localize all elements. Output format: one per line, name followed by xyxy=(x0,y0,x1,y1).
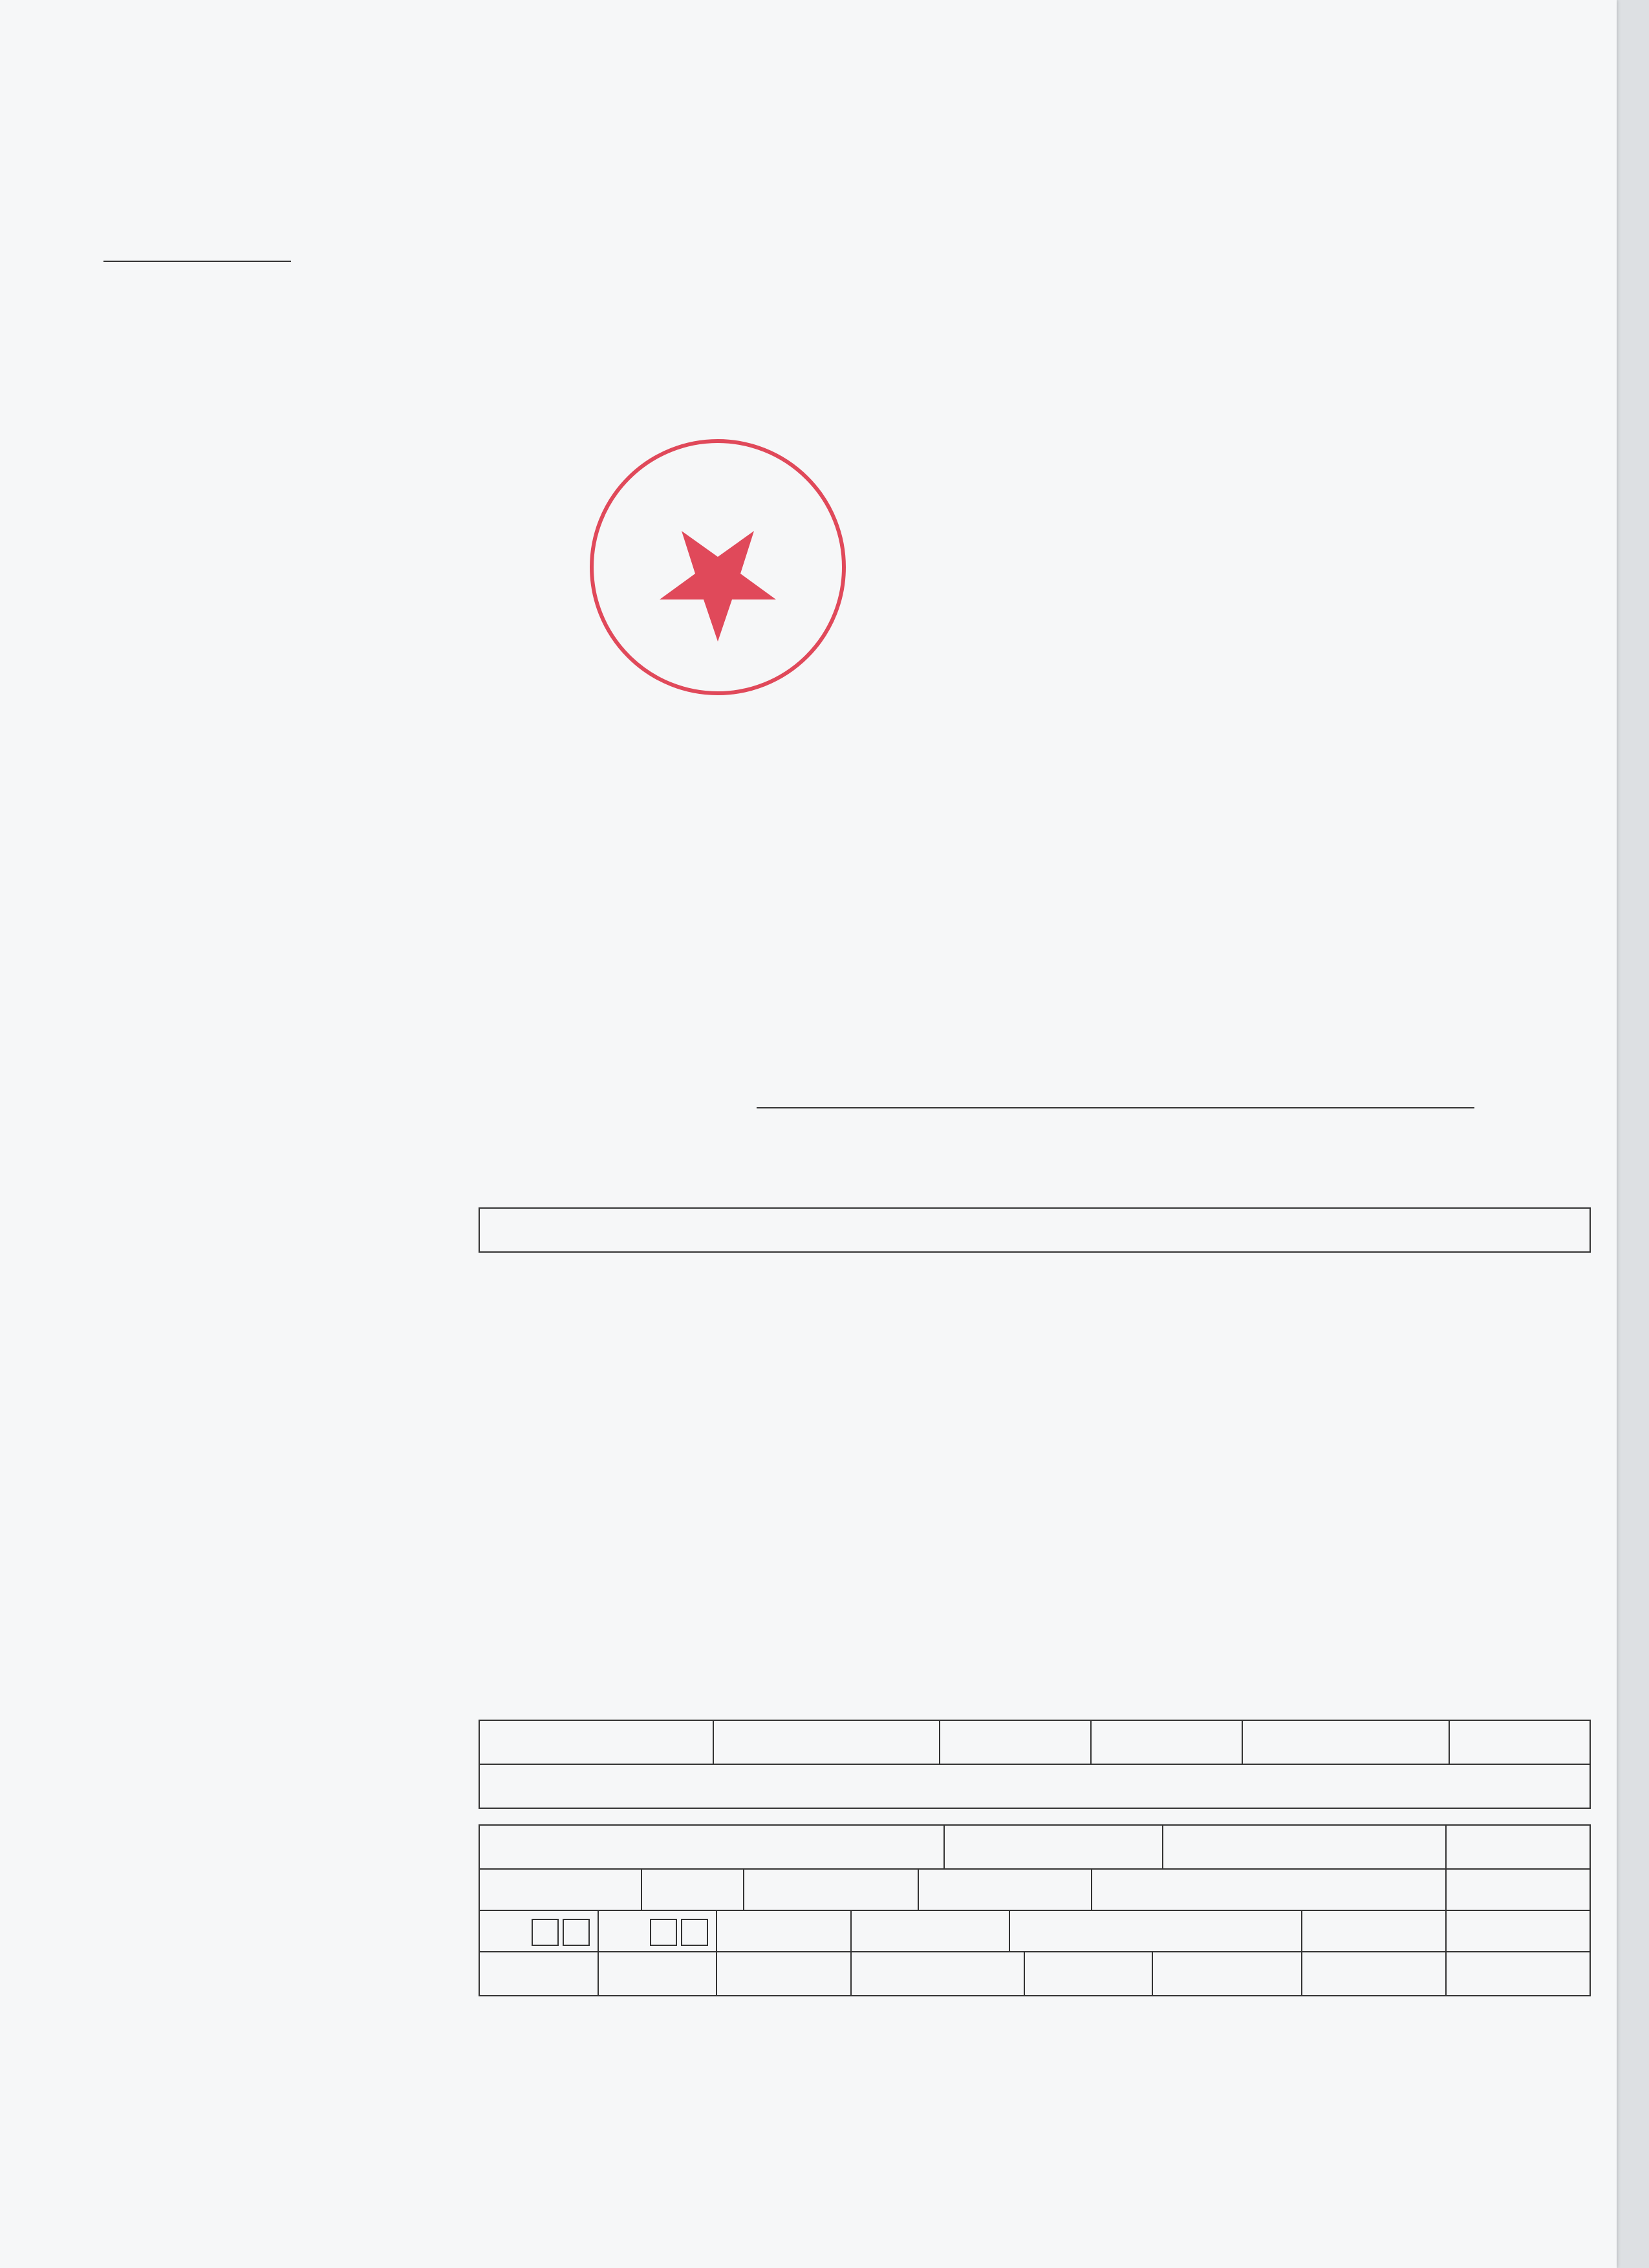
items-header-cell xyxy=(1449,1720,1591,1765)
vehicle-cell xyxy=(1162,1824,1447,1870)
vehicle-cell xyxy=(1091,1868,1447,1911)
items-header-cell xyxy=(939,1720,1092,1765)
vehicle-cell xyxy=(716,1910,852,1952)
old-parts-yes-checkbox[interactable] xyxy=(681,1919,708,1946)
vehicle-cell xyxy=(943,1824,1163,1870)
inspector-line xyxy=(757,1107,1474,1108)
vehicle-header-cell xyxy=(716,1951,852,1996)
wash-no-checkbox[interactable] xyxy=(532,1919,559,1946)
vehicle-cell xyxy=(743,1868,919,1911)
vehicle-cell xyxy=(918,1868,1092,1911)
vehicle-header-cell xyxy=(850,1951,1025,1996)
vehicle-header-cell xyxy=(1301,1951,1447,1996)
vehicle-cell xyxy=(641,1868,744,1911)
vehicle-header-cell xyxy=(1152,1951,1302,1996)
items-header-cell xyxy=(479,1720,714,1765)
vehicle-header-cell xyxy=(479,1951,599,1996)
items-title-cell xyxy=(479,1764,1591,1809)
vehicle-cell xyxy=(1445,1824,1591,1870)
vehicle-cell xyxy=(1445,1868,1591,1911)
vehicle-cell xyxy=(598,1910,717,1952)
items-header-cell xyxy=(1242,1720,1450,1765)
wash-yes-checkbox[interactable] xyxy=(563,1919,590,1946)
vehicle-cell xyxy=(479,1824,945,1870)
vehicle-cell xyxy=(850,1910,1010,1952)
seal-star-icon xyxy=(660,531,776,642)
vehicle-header-cell xyxy=(598,1951,717,1996)
vehicle-cell xyxy=(1301,1910,1447,1952)
items-header-cell xyxy=(713,1720,940,1765)
vehicle-cell xyxy=(479,1910,599,1952)
signature-line[interactable] xyxy=(103,261,291,262)
company-seal xyxy=(582,431,854,703)
vehicle-cell xyxy=(479,1868,642,1911)
vehicle-cell xyxy=(1009,1910,1302,1952)
vehicle-cell xyxy=(1445,1910,1591,1952)
subtotal-row xyxy=(479,1207,1591,1253)
vehicle-header-cell xyxy=(1024,1951,1153,1996)
vehicle-header-cell xyxy=(1445,1951,1591,1996)
items-header-cell xyxy=(1090,1720,1243,1765)
old-parts-no-checkbox[interactable] xyxy=(650,1919,677,1946)
